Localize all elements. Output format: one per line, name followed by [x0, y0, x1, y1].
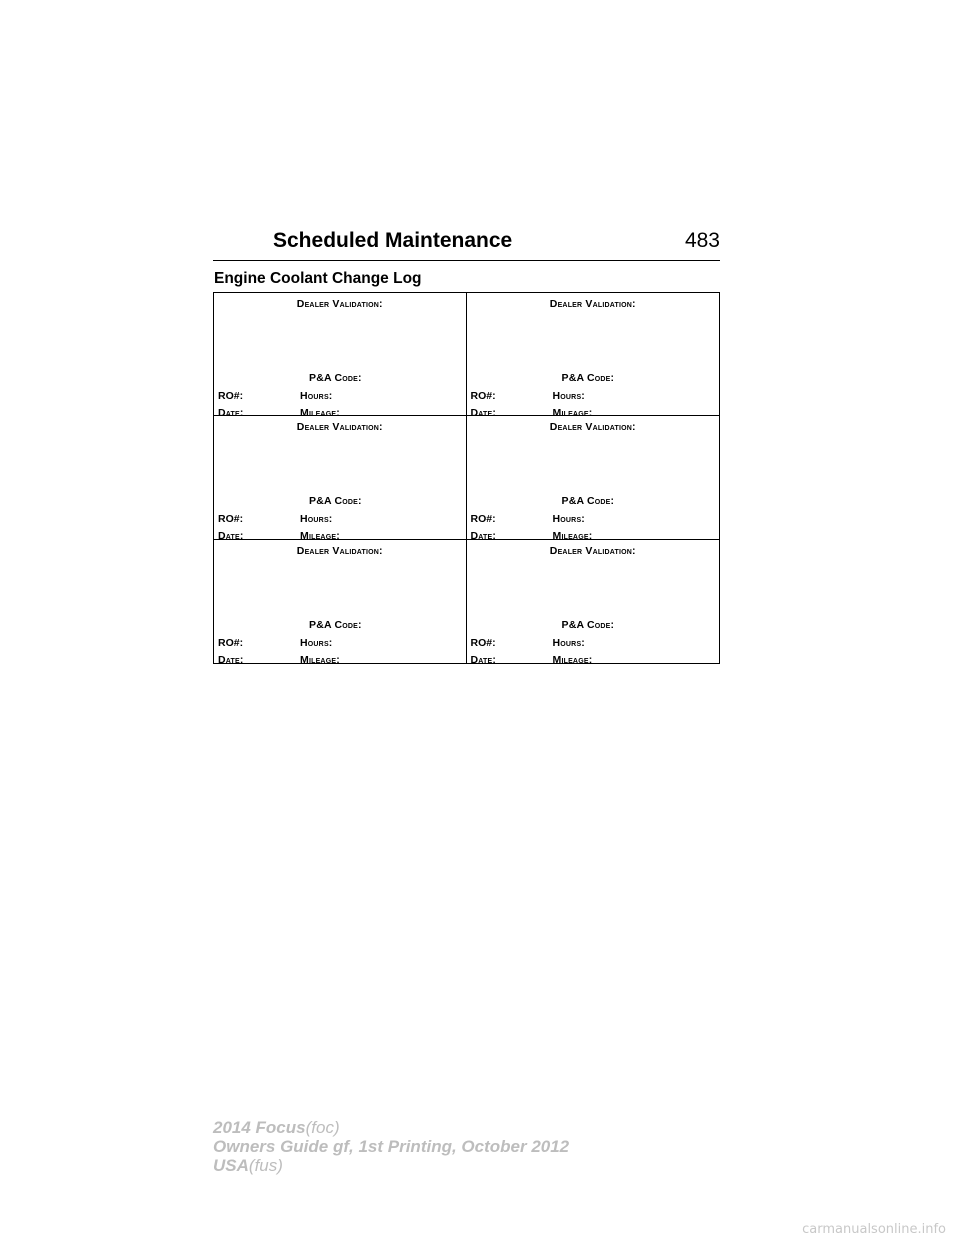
date-label: Date: [218, 407, 244, 419]
hours-label: Hours: [552, 513, 586, 526]
hours-label: Hours: [300, 390, 333, 402]
dealer-validation-label: Dealer Validation: [296, 298, 383, 310]
footer-market-code: (fus) [248, 1156, 283, 1175]
page-header [213, 228, 720, 261]
date-label: Date: [470, 530, 497, 543]
dealer-validation-label: Dealer Validation: [296, 544, 383, 557]
date-label: Date: [218, 530, 244, 543]
ro-label: RO#: [218, 636, 244, 649]
hours-label: Hours: [552, 636, 586, 649]
pa-code-label: P&A Code: [561, 618, 615, 631]
mileage-label: Mileage: [300, 407, 340, 419]
document-footer [213, 1118, 569, 1175]
ro-label: RO#: [218, 513, 244, 526]
pa-code-label: P&A Code: [309, 372, 362, 384]
pa-code-label: P&A Code: [309, 495, 362, 508]
watermark: carmanualsonline.info [802, 1222, 946, 1237]
date-label: Date: [218, 653, 244, 666]
pa-code-label: P&A Code: [561, 372, 615, 384]
page-number: 483 [684, 229, 720, 252]
mileage-label: Mileage: [300, 653, 340, 666]
hours-label: Hours: [552, 390, 586, 402]
dealer-validation-label: Dealer Validation: [549, 544, 636, 557]
mileage-label: Mileage: [552, 407, 593, 419]
footer-line-1 [213, 1118, 569, 1137]
date-label: Date: [470, 653, 497, 666]
dealer-validation-label: Dealer Validation: [549, 421, 636, 434]
section-title: Scheduled Maintenance [273, 229, 513, 252]
coolant-change-log-table [213, 292, 720, 664]
hours-label: Hours: [300, 636, 333, 649]
footer-line-2: Owners Guide gf, 1st Printing, October 2012 [213, 1137, 570, 1156]
hours-label: Hours: [300, 513, 333, 526]
mileage-label: Mileage: [552, 530, 593, 543]
footer-model-code: (foc) [305, 1118, 340, 1137]
log-entry-5[interactable] [214, 540, 467, 666]
pa-code-label: P&A Code: [309, 618, 362, 631]
footer-line-3 [213, 1156, 569, 1175]
dealer-validation-label: Dealer Validation: [549, 298, 636, 310]
log-entry-2[interactable] [467, 293, 720, 419]
footer-market: USA [213, 1156, 249, 1175]
date-label: Date: [470, 407, 497, 419]
dealer-validation-label: Dealer Validation: [296, 421, 383, 434]
mileage-label: Mileage: [300, 530, 340, 543]
log-entry-3[interactable] [214, 416, 467, 543]
log-title: Engine Coolant Change Log [214, 270, 422, 287]
ro-label: RO#: [218, 390, 244, 402]
footer-model: 2014 Focus [213, 1118, 306, 1137]
ro-label: RO#: [470, 390, 496, 402]
mileage-label: Mileage: [552, 653, 593, 666]
ro-label: RO#: [470, 513, 496, 526]
log-entry-1[interactable] [214, 293, 467, 419]
log-entry-6[interactable] [467, 540, 720, 666]
log-entry-4[interactable] [467, 416, 720, 543]
ro-label: RO#: [470, 636, 496, 649]
pa-code-label: P&A Code: [561, 495, 615, 508]
